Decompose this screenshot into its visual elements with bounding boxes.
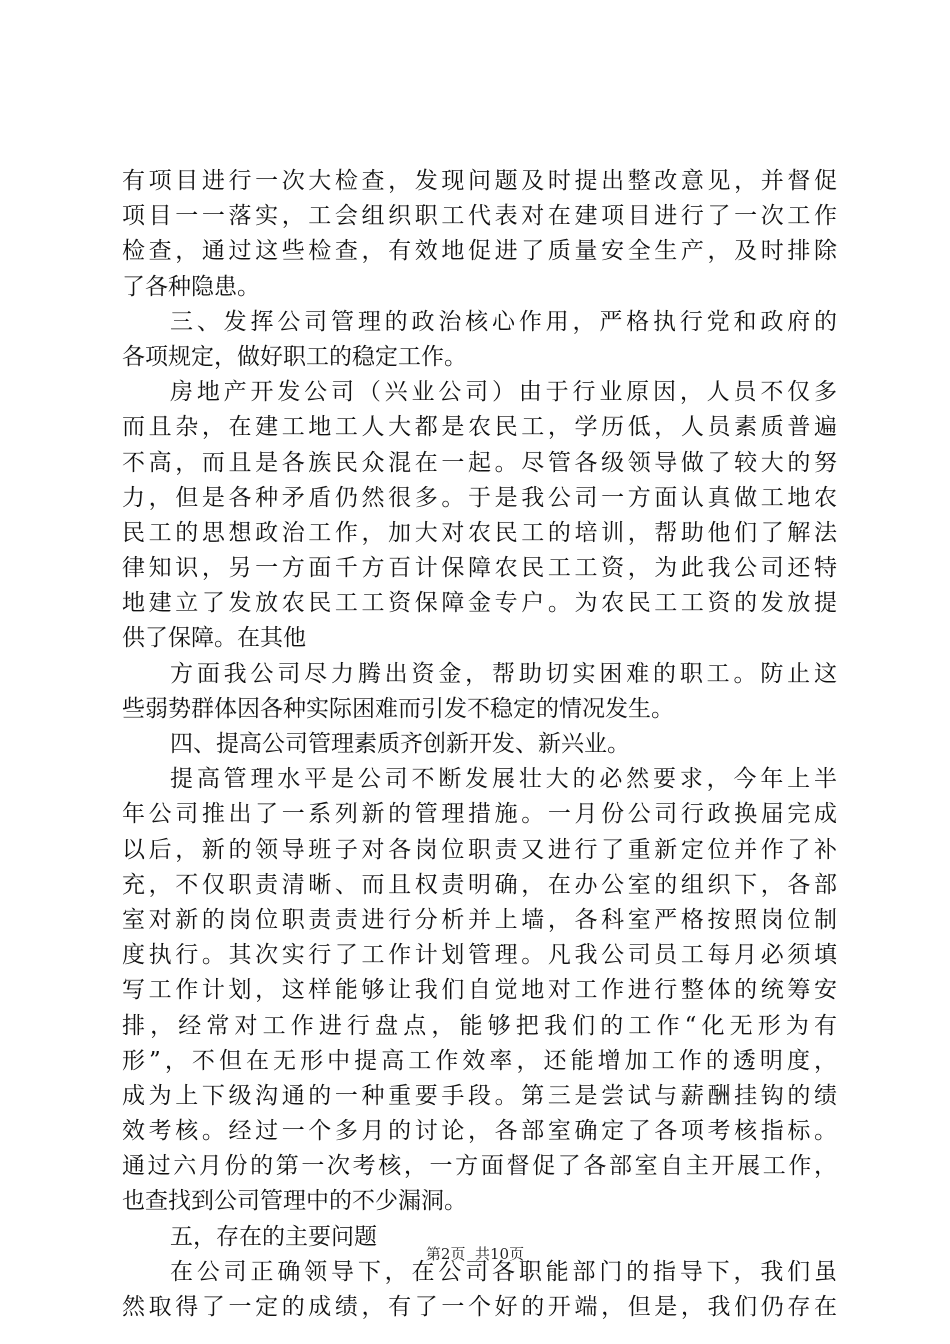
- text-line: 效考核。经过一个多月的讨论，各部室确定了各项考核指标。: [122, 1118, 837, 1145]
- text-line: 有项目进行一次大检查，发现问题及时提出整改意见，并督促: [122, 168, 837, 194]
- text-line: 通过六月份的第一次考核，一方面督促了各部室自主开展工作，: [122, 1153, 837, 1180]
- text-line: 成为上下级沟通的一种重要手段。第三是尝试与薪酬挂钩的绩: [122, 1082, 837, 1109]
- text-line: 了各种隐患。: [122, 273, 260, 300]
- text-line: 检查，通过这些检查，有效地促进了质量安全生产，及时排除: [122, 238, 837, 265]
- document-body: [122, 164, 837, 1325]
- page-footer: 第2页 共10页: [425, 1245, 525, 1263]
- text-line: 室对新的岗位职责责进行分析并上墙，各科室严格按照岗位制: [122, 906, 837, 933]
- text-line: 提高管理水平是公司不断发展壮大的必然要求，今年上半: [170, 766, 837, 793]
- text-line: 充，不仅职责清晰、而且权责明确，在办公室的组织下，各部: [122, 871, 837, 898]
- text-line: 在公司正确领导下，在公司各职能部门的指导下，我们虽: [170, 1258, 837, 1285]
- text-line: 房地产开发公司（兴业公司）由于行业原因，人员不仅多: [170, 379, 837, 406]
- text-line: 力，但是各种矛盾仍然很多。于是我公司一方面认真做工地农: [122, 484, 837, 511]
- text-line: 而且杂，在建工地工人大都是农民工，学历低，人员素质普遍: [122, 414, 837, 441]
- text-line: 供了保障。在其他: [122, 625, 306, 652]
- text-line: 年公司推出了一系列新的管理措施。一月份公司行政换届完成: [122, 801, 837, 828]
- text-line: 三、发挥公司管理的政治核心作用，严格执行党和政府的: [170, 308, 837, 335]
- text-line: 排，经常对工作进行盘点，能够把我们的工作“化无形为有: [122, 1012, 837, 1039]
- text-line: 四、提高公司管理素质齐创新开发、新兴业。: [170, 731, 630, 757]
- text-line: 度执行。其次实行了工作计划管理。凡我公司员工每月必须填: [122, 942, 837, 969]
- text-line: 律知识，另一方面千方百计保障农民工工资，为此我公司还特: [122, 555, 837, 582]
- text-line: 方面我公司尽力腾出资金，帮助切实困难的职工。防止这: [170, 660, 837, 687]
- text-line: 形”，不但在无形中提高工作效率，还能增加工作的透明度，: [122, 1047, 837, 1074]
- text-line: 然取得了一定的成绩，有了一个好的开端，但是，我们仍存在: [122, 1294, 837, 1320]
- text-line: 也查找到公司管理中的不少漏洞。: [122, 1188, 467, 1215]
- text-line: 些弱势群体因各种实际困难而引发不稳定的情况发生。: [122, 695, 674, 722]
- text-line: 各项规定，做好职工的稳定工作。: [122, 343, 467, 370]
- text-line: 民工的思想政治工作，加大对农民工的培训，帮助他们了解法: [122, 519, 837, 546]
- text-line: 项目一一落实，工会组织职工代表对在建项目进行了一次工作: [122, 203, 837, 230]
- text-line: 写工作计划，这样能够让我们自觉地对工作进行整体的统筹安: [122, 977, 837, 1004]
- text-line: 地建立了发放农民工工资保障金专户。为农民工工资的发放提: [122, 590, 837, 617]
- text-line: 以后，新的领导班子对各岗位职责又进行了重新定位并作了补: [122, 836, 837, 863]
- text-line: 五，存在的主要问题: [170, 1223, 377, 1250]
- text-line: 不高，而且是各族民众混在一起。尽管各级领导做了较大的努: [122, 449, 837, 476]
